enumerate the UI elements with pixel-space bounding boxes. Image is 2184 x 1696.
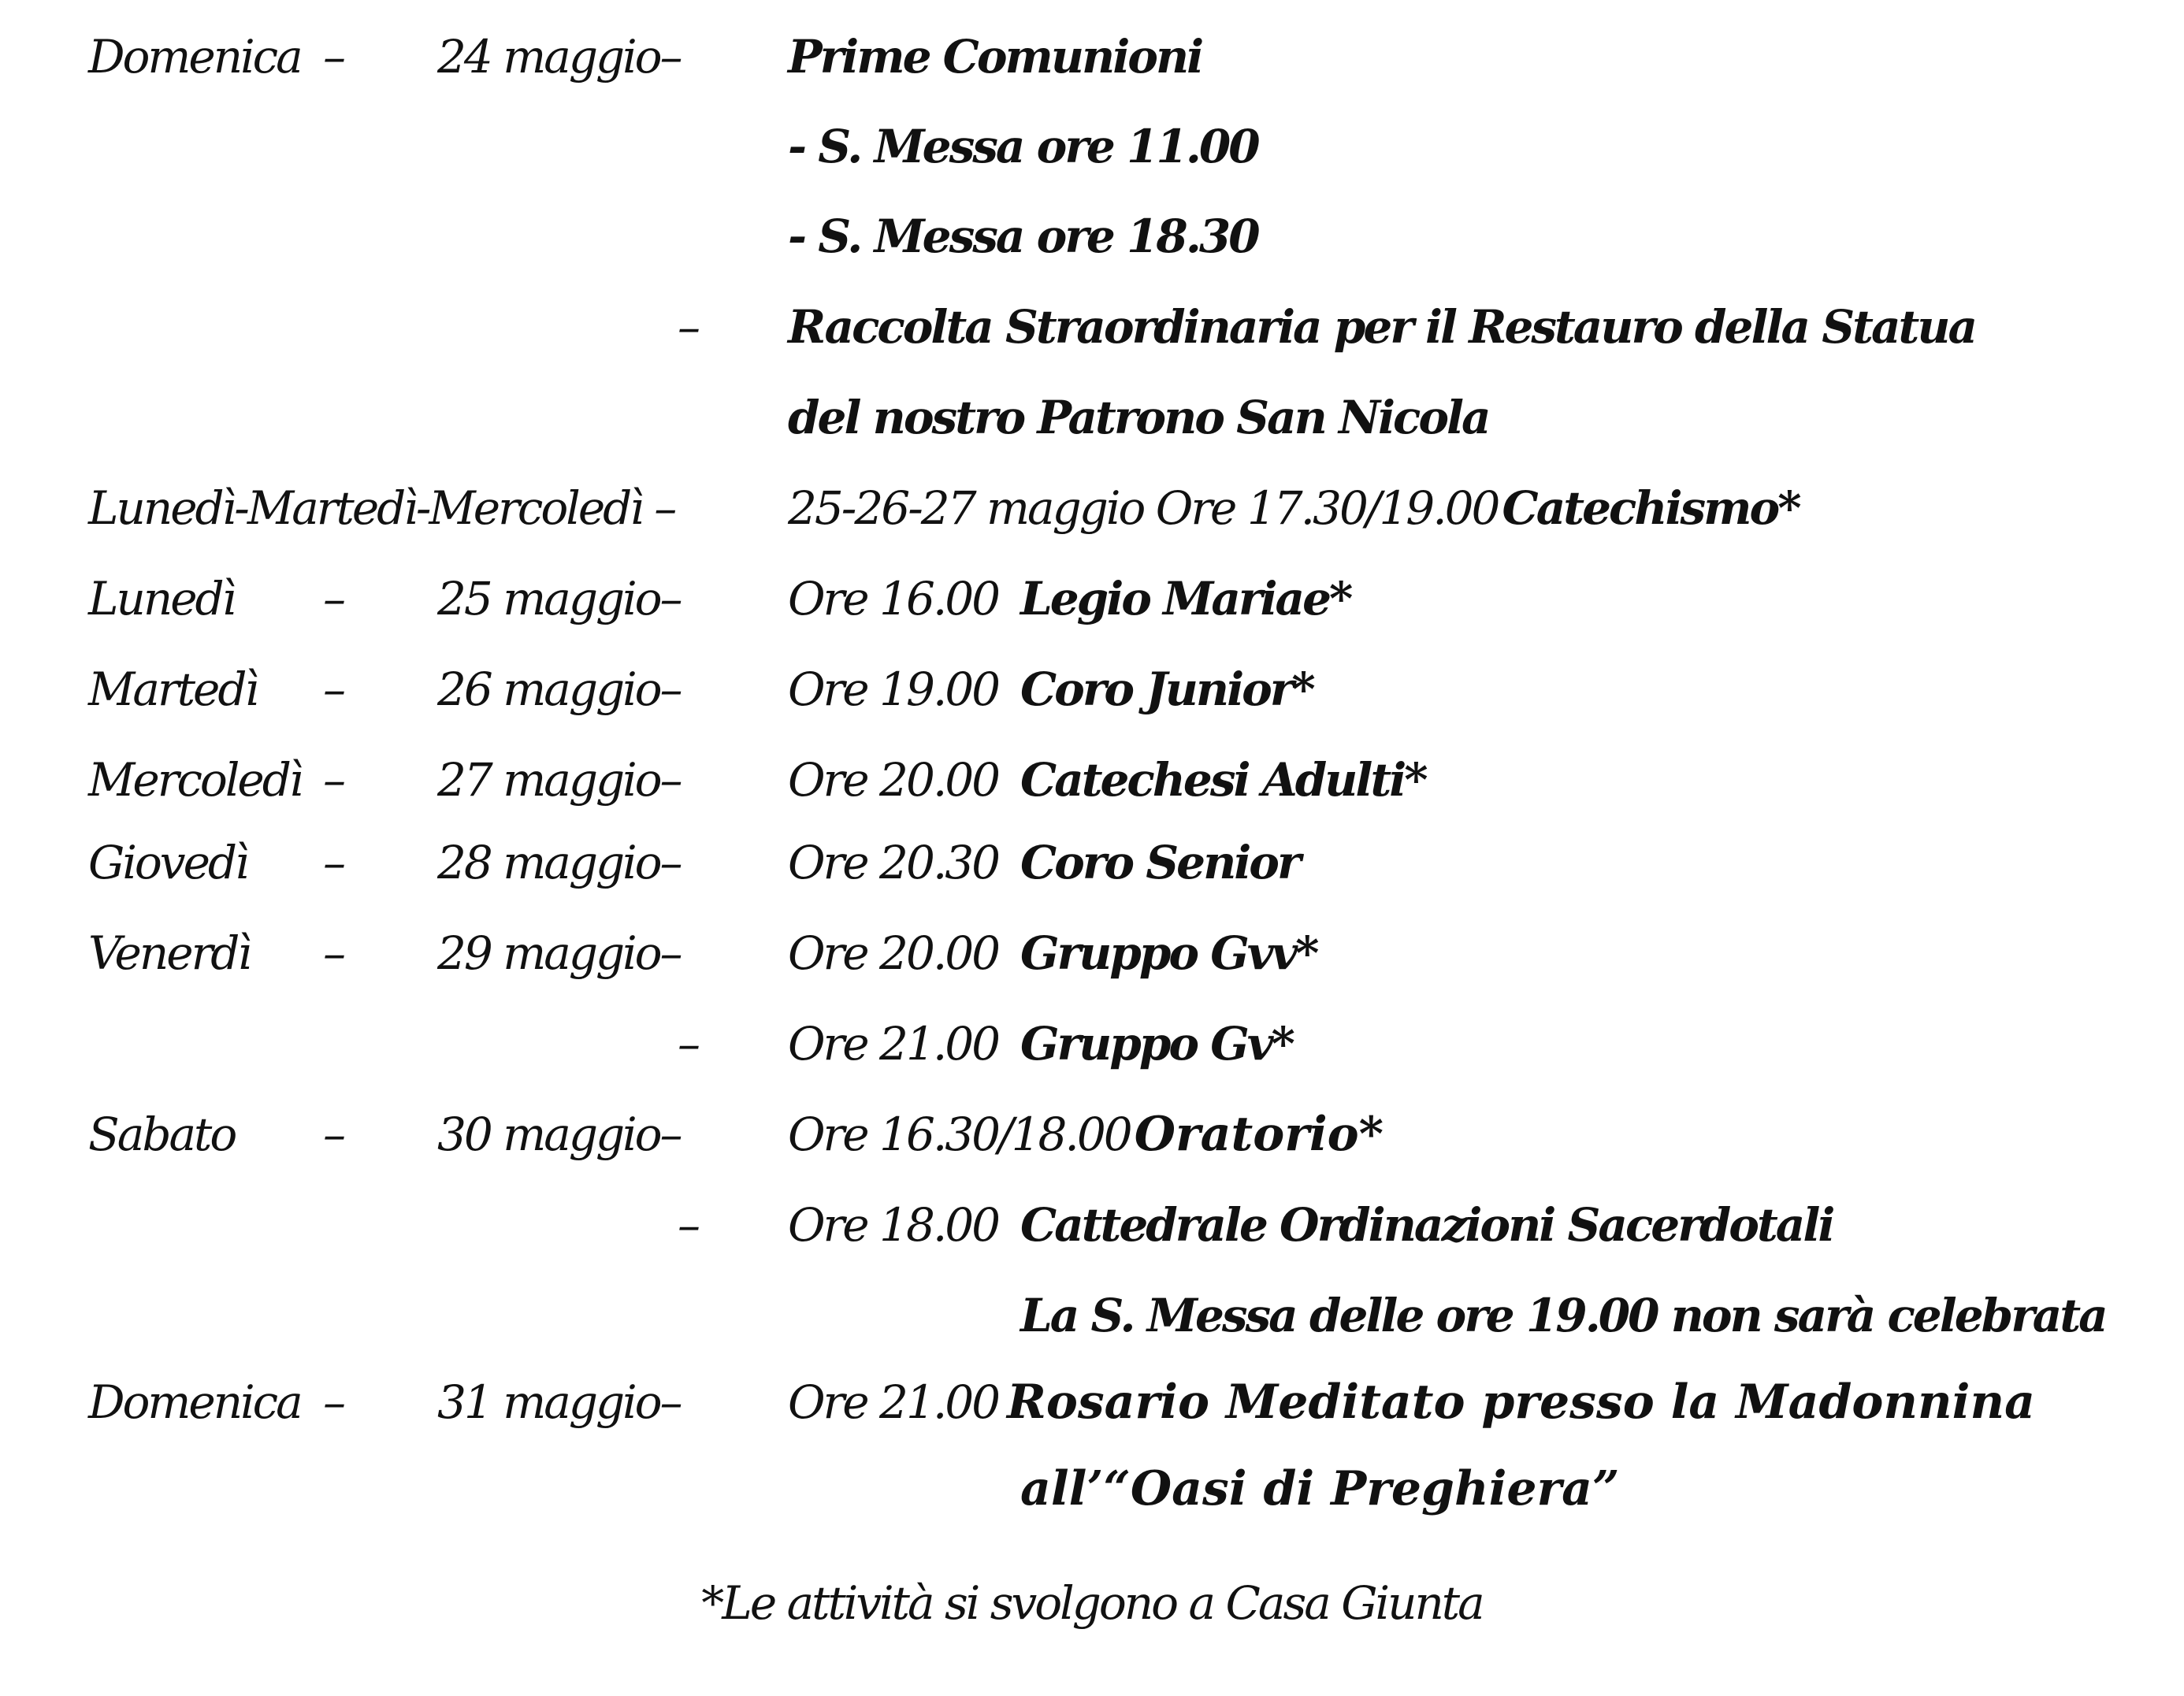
schedule-row xyxy=(0,1186,2184,1264)
event-title: Gruppo Gvv* xyxy=(1020,926,1317,980)
schedule-row xyxy=(0,740,2184,819)
time-label: Ore 20.00 xyxy=(788,753,999,807)
event-title: Gruppo Gv* xyxy=(1020,1017,1293,1071)
event-title: Coro Senior xyxy=(1020,836,1299,889)
day-label: Lunedì-Martedì-Mercoledì – xyxy=(88,481,675,535)
schedule-row xyxy=(0,1004,2184,1083)
event-title: Coro Junior* xyxy=(1020,662,1313,716)
date-label: 30 maggio– xyxy=(437,1108,681,1161)
date-label: 24 maggio– xyxy=(437,30,681,84)
event-line xyxy=(788,1095,1384,1186)
schedule-row xyxy=(0,559,2184,638)
event-detail: - S. Messa ore 11.00 xyxy=(788,120,1258,173)
time-label: 25-26-27 maggio Ore 17.30/19.00 xyxy=(788,481,1499,535)
event-title: Cattedrale Ordinazioni Sacerdotali xyxy=(1020,1198,1833,1252)
event-title: Raccolta Straordinaria per il Restauro della Statua xyxy=(788,300,1976,354)
schedule-row xyxy=(0,469,2184,547)
time-label: Ore 16.30/18.00 xyxy=(788,1108,1131,1161)
time-label: Ore 18.00 xyxy=(788,1198,999,1252)
time-label: Ore 21.00 xyxy=(788,1375,999,1429)
schedule-row xyxy=(0,1449,2184,1528)
date-label: 27 maggio– xyxy=(437,753,681,807)
dash: – xyxy=(323,753,344,807)
time-label: Ore 20.00 xyxy=(788,926,999,980)
day-label: Giovedì xyxy=(88,836,247,889)
schedule-row xyxy=(0,914,2184,993)
dash: – xyxy=(323,572,344,625)
event-line xyxy=(788,469,1800,559)
event-title: Oratorio* xyxy=(1134,1107,1384,1162)
date-label: 29 maggio– xyxy=(437,926,681,980)
dash: – xyxy=(323,662,344,716)
time-label: Ore 19.00 xyxy=(788,662,999,716)
day-label: Mercoledì xyxy=(88,753,302,807)
dash: – xyxy=(323,1108,344,1161)
schedule-row xyxy=(0,288,2184,366)
footer-note xyxy=(0,1564,2184,1642)
schedule-row xyxy=(0,107,2184,186)
dash: – xyxy=(678,1017,698,1071)
date-label: 28 maggio– xyxy=(437,836,681,889)
time-label: Ore 16.00 xyxy=(788,572,999,625)
event-detail: all’“Oasi di Preghiera” xyxy=(1020,1461,1620,1516)
schedule-row xyxy=(0,1095,2184,1174)
schedule-row xyxy=(0,650,2184,729)
schedule-row xyxy=(0,1363,2184,1442)
dash: – xyxy=(323,926,344,980)
event-title: Catechesi Adulti* xyxy=(1020,753,1426,807)
day-label: Venerdì xyxy=(88,926,250,980)
time-label: Ore 20.30 xyxy=(788,836,999,889)
date-label: 31 maggio– xyxy=(437,1375,681,1429)
schedule-row xyxy=(0,1276,2184,1355)
event-title: Legio Mariae* xyxy=(1020,572,1351,625)
dash: – xyxy=(678,1198,698,1252)
dash: – xyxy=(323,30,344,84)
event-title: Prime Comunioni xyxy=(788,30,1202,84)
schedule-row xyxy=(0,197,2184,276)
event-detail: del nostro Patrono San Nicola xyxy=(788,391,1489,444)
day-label: Sabato xyxy=(88,1108,236,1161)
event-title: Rosario Meditato presso la Madonnina xyxy=(1007,1375,2035,1430)
event-detail: La S. Messa delle ore 19.00 non sarà celebrata xyxy=(1020,1289,2106,1342)
footer-note-text: *Le attività si svolgono a Casa Giunta xyxy=(701,1576,1483,1630)
dash: – xyxy=(323,1375,344,1429)
event-title: Catechismo* xyxy=(1502,481,1800,535)
schedule-row xyxy=(0,378,2184,457)
dash: – xyxy=(323,836,344,889)
date-label: 25 maggio– xyxy=(437,572,681,625)
event-detail: - S. Messa ore 18.30 xyxy=(788,210,1258,263)
date-label: 26 maggio– xyxy=(437,662,681,716)
dash: – xyxy=(678,300,698,354)
schedule-row xyxy=(0,17,2184,96)
day-label: Lunedì xyxy=(88,572,235,625)
schedule-row xyxy=(0,823,2184,902)
day-label: Domenica xyxy=(88,30,301,84)
day-label: Martedì xyxy=(88,662,258,716)
time-label: Ore 21.00 xyxy=(788,1017,999,1071)
day-label: Domenica xyxy=(88,1375,301,1429)
